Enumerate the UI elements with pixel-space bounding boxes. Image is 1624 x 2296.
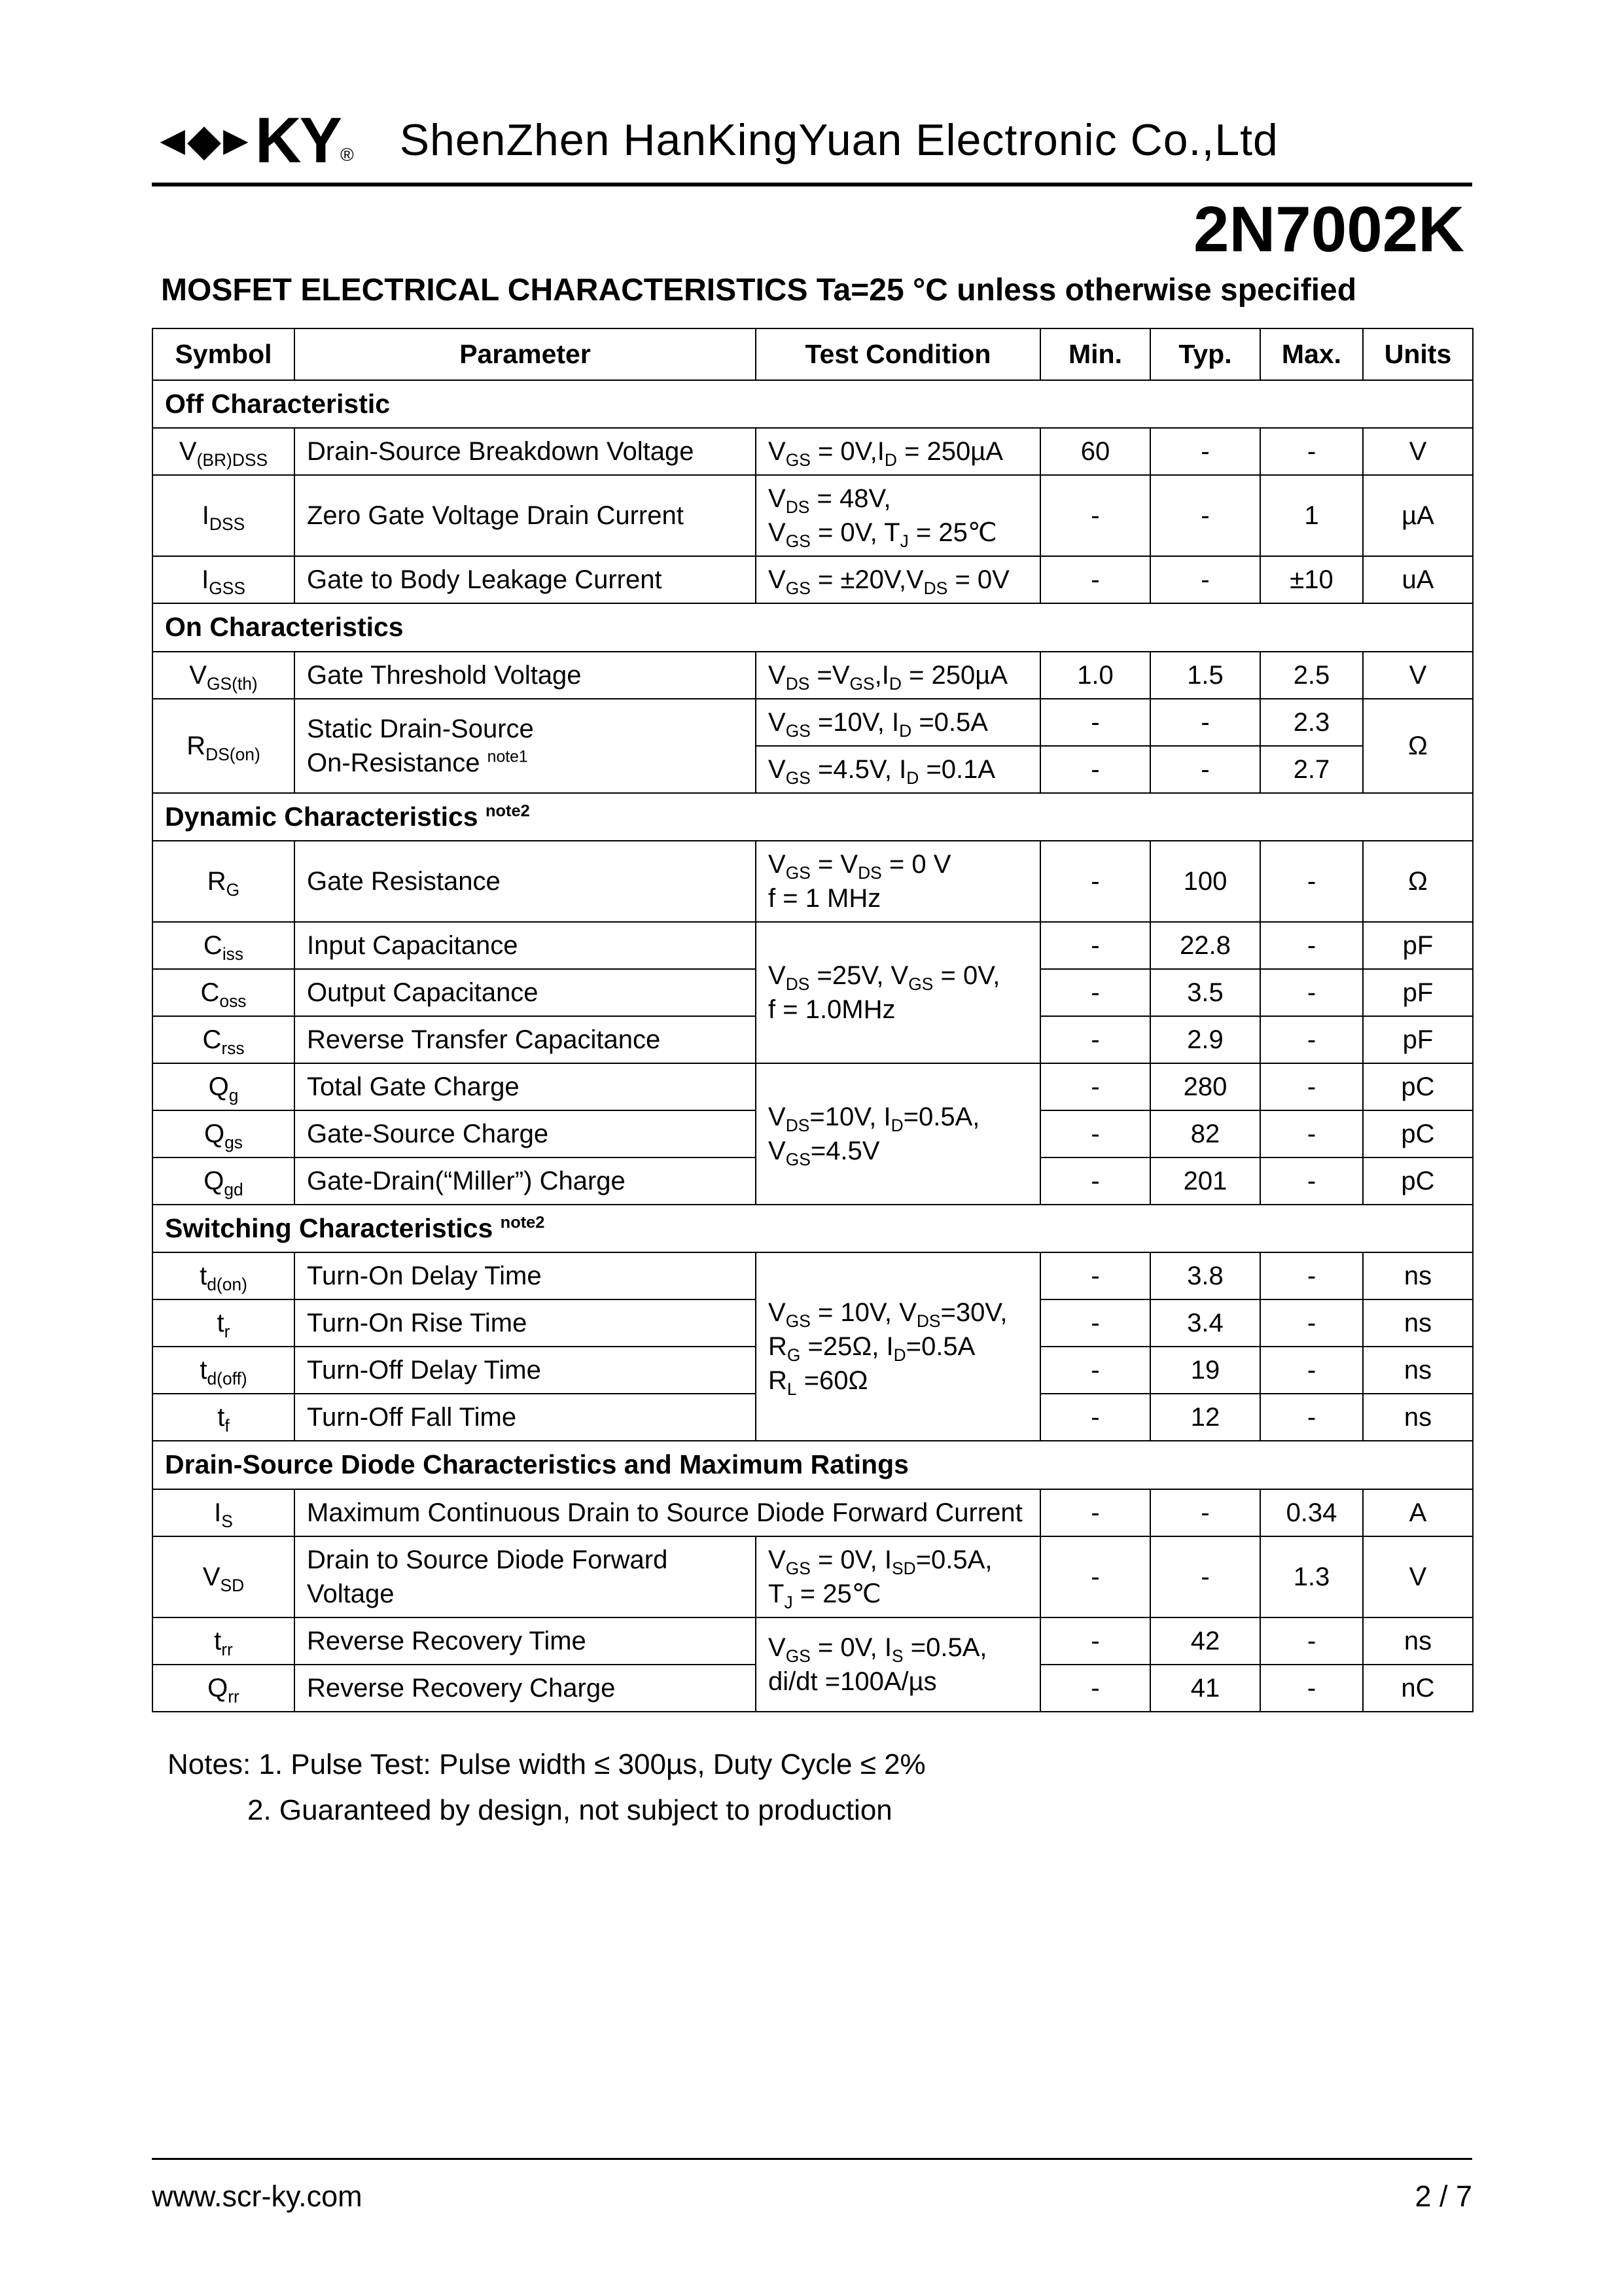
section-header: Dynamic Characteristics $^{note2}$ bbox=[152, 793, 1473, 841]
test-condition-cell: $V_{GS} = 0V$, $I_S =0.5A$, di/dt =100A/µs bbox=[756, 1617, 1040, 1712]
max-cell: - bbox=[1260, 1394, 1363, 1441]
min-cell: - bbox=[1040, 841, 1150, 922]
max-cell: - bbox=[1260, 1299, 1363, 1347]
typ-cell: - bbox=[1150, 556, 1260, 603]
typ-cell: 1.5 bbox=[1150, 652, 1260, 699]
section-header: Switching Characteristics $^{note2}$ bbox=[152, 1205, 1473, 1252]
parameter-cell: Drain-Source Breakdown Voltage bbox=[294, 428, 756, 475]
units-cell: pC bbox=[1363, 1110, 1473, 1157]
table-row-vgsth bbox=[152, 652, 1473, 699]
parameter-cell: Reverse Transfer Capacitance bbox=[294, 1016, 756, 1063]
parameter-cell: Gate-Drain(“Miller”) Charge bbox=[294, 1157, 756, 1205]
parameter-cell: Total Gate Charge bbox=[294, 1063, 756, 1110]
min-cell: - bbox=[1040, 1252, 1150, 1299]
units-cell: V bbox=[1363, 428, 1473, 475]
units-cell: Ω bbox=[1363, 699, 1473, 793]
parameter-cell: Input Capacitance bbox=[294, 922, 756, 969]
units-cell: uA bbox=[1363, 556, 1473, 603]
units-cell: ns bbox=[1363, 1347, 1473, 1394]
min-cell: - bbox=[1040, 1110, 1150, 1157]
typ-cell: 19 bbox=[1150, 1347, 1260, 1394]
parameter-cell: Gate to Body Leakage Current bbox=[294, 556, 756, 603]
test-condition-cell: $V_{GS} =10V$, $I_D =0.5A$ bbox=[756, 699, 1040, 746]
parameter-cell: Gate Threshold Voltage bbox=[294, 652, 756, 699]
test-condition-cell: $V_{DS} =25V$, $V_{GS} = 0V$, f = 1.0MHz bbox=[756, 922, 1040, 1063]
min-cell: - bbox=[1040, 969, 1150, 1016]
section-row-switching-characteristics bbox=[152, 1205, 1473, 1252]
registered-trademark-icon: ® bbox=[340, 145, 354, 165]
max-cell: - bbox=[1260, 1016, 1363, 1063]
max-cell: - bbox=[1260, 922, 1363, 969]
symbol-cell: $Q_{rr}$ bbox=[152, 1665, 294, 1712]
typ-cell: 100 bbox=[1150, 841, 1260, 922]
table-row-tdon bbox=[152, 1252, 1473, 1299]
test-condition-cell: $V_{DS} =V_{GS},I_D = 250\mu A$ bbox=[756, 652, 1040, 699]
note-2: 2. Guaranteed by design, not subject to production bbox=[247, 1793, 892, 1826]
max-cell: 0.34 bbox=[1260, 1489, 1363, 1536]
symbol-cell: $R_G$ bbox=[152, 841, 294, 922]
min-cell: 60 bbox=[1040, 428, 1150, 475]
max-cell: - bbox=[1260, 969, 1363, 1016]
min-cell: - bbox=[1040, 746, 1150, 793]
symbol-cell: $Q_g$ bbox=[152, 1063, 294, 1110]
units-cell: pF bbox=[1363, 922, 1473, 969]
max-cell: - bbox=[1260, 1617, 1363, 1665]
section-row-off-characteristic bbox=[152, 380, 1473, 428]
min-cell: - bbox=[1040, 1536, 1150, 1617]
test-condition-cell: $V_{GS} = V_{DS} = 0$ V f = 1 MHz bbox=[756, 841, 1040, 922]
column-header-test-condition: Test Condition bbox=[756, 328, 1040, 380]
table-row-trr bbox=[152, 1617, 1473, 1665]
parameter-cell: Output Capacitance bbox=[294, 969, 756, 1016]
units-cell: ns bbox=[1363, 1617, 1473, 1665]
units-cell: V bbox=[1363, 1536, 1473, 1617]
part-number-title: 2N7002K bbox=[1193, 193, 1464, 265]
table-row-igss bbox=[152, 556, 1473, 603]
test-condition-cell: $V_{GS} =4.5V$, $I_D =0.1A$ bbox=[756, 746, 1040, 793]
parameter-cell: Turn-Off Delay Time bbox=[294, 1347, 756, 1394]
typ-cell: 41 bbox=[1150, 1665, 1260, 1712]
logo-text: KY bbox=[255, 104, 341, 176]
typ-cell: 201 bbox=[1150, 1157, 1260, 1205]
note-1: Notes: 1. Pulse Test: Pulse width ≤ 300µs, Duty Cycle ≤ 2% bbox=[168, 1748, 926, 1780]
symbol-cell: $t_f$ bbox=[152, 1394, 294, 1441]
max-cell: - bbox=[1260, 1157, 1363, 1205]
section-header: On Characteristics bbox=[152, 603, 1473, 651]
electrical-characteristics-table bbox=[152, 328, 1474, 1712]
max-cell: - bbox=[1260, 1063, 1363, 1110]
typ-cell: 82 bbox=[1150, 1110, 1260, 1157]
section-header: Off Characteristic bbox=[152, 380, 1473, 428]
parameter-cell: Gate-Source Charge bbox=[294, 1110, 756, 1157]
test-condition-cell: $V_{GS} = 0V$, $I_{SD}=0.5A$, $T_J$ = 25℃ bbox=[756, 1536, 1040, 1617]
units-cell: pC bbox=[1363, 1157, 1473, 1205]
max-cell: - bbox=[1260, 841, 1363, 922]
min-cell: - bbox=[1040, 1665, 1150, 1712]
symbol-cell: $t_r$ bbox=[152, 1299, 294, 1347]
test-condition-cell: $V_{DS}=10V$, $I_D=0.5A$, $V_{GS}=4.5V$ bbox=[756, 1063, 1040, 1205]
min-cell: 1.0 bbox=[1040, 652, 1150, 699]
parameter-cell: Turn-Off Fall Time bbox=[294, 1394, 756, 1441]
table-row-idss bbox=[152, 475, 1473, 556]
parameter-cell: Turn-On Delay Time bbox=[294, 1252, 756, 1299]
symbol-cell: $I_{DSS}$ bbox=[152, 475, 294, 556]
max-cell: 2.3 bbox=[1260, 699, 1363, 746]
table-header-row bbox=[152, 328, 1473, 380]
masthead bbox=[152, 104, 1472, 186]
symbol-cell: $I_{GSS}$ bbox=[152, 556, 294, 603]
column-header-max: Max. bbox=[1260, 328, 1363, 380]
symbol-cell: $V_{(BR)DSS}$ bbox=[152, 428, 294, 475]
typ-cell: - bbox=[1150, 1489, 1260, 1536]
test-condition-cell: $V_{GS} = 0V,I_D = 250\mu A$ bbox=[756, 428, 1040, 475]
typ-cell: - bbox=[1150, 428, 1260, 475]
units-cell: pF bbox=[1363, 1016, 1473, 1063]
test-condition-cell: $V_{GS} = \pm 20V,V_{DS} = 0V$ bbox=[756, 556, 1040, 603]
units-cell: pF bbox=[1363, 969, 1473, 1016]
table-row-rdson-1 bbox=[152, 699, 1473, 746]
footer-page-number: 2 / 7 bbox=[1415, 2180, 1472, 2213]
column-header-parameter: Parameter bbox=[294, 328, 756, 380]
table-row-vsd bbox=[152, 1536, 1473, 1617]
max-cell: - bbox=[1260, 428, 1363, 475]
min-cell: - bbox=[1040, 1617, 1150, 1665]
typ-cell: 3.8 bbox=[1150, 1252, 1260, 1299]
min-cell: - bbox=[1040, 922, 1150, 969]
max-cell: 2.7 bbox=[1260, 746, 1363, 793]
min-cell: - bbox=[1040, 475, 1150, 556]
typ-cell: 2.9 bbox=[1150, 1016, 1260, 1063]
parameter-cell: Maximum Continuous Drain to Source Diode Forward Current bbox=[294, 1489, 1040, 1536]
typ-cell: - bbox=[1150, 699, 1260, 746]
symbol-cell: $Q_{gs}$ bbox=[152, 1110, 294, 1157]
table-row-qg bbox=[152, 1063, 1473, 1110]
max-cell: - bbox=[1260, 1665, 1363, 1712]
max-cell: 1 bbox=[1260, 475, 1363, 556]
min-cell: - bbox=[1040, 699, 1150, 746]
min-cell: - bbox=[1040, 1489, 1150, 1536]
page-content bbox=[152, 0, 1472, 1827]
typ-cell: 3.4 bbox=[1150, 1299, 1260, 1347]
units-cell: A bbox=[1363, 1489, 1473, 1536]
table-row-ciss bbox=[152, 922, 1473, 969]
symbol-cell: $t_{d(on)}$ bbox=[152, 1252, 294, 1299]
typ-cell: - bbox=[1150, 475, 1260, 556]
max-cell: - bbox=[1260, 1110, 1363, 1157]
typ-cell: 22.8 bbox=[1150, 922, 1260, 969]
units-cell: ns bbox=[1363, 1252, 1473, 1299]
units-cell: pC bbox=[1363, 1063, 1473, 1110]
units-cell: nC bbox=[1363, 1665, 1473, 1712]
parameter-cell: Drain to Source Diode Forward Voltage bbox=[294, 1536, 756, 1617]
min-cell: - bbox=[1040, 1394, 1150, 1441]
symbol-cell: $C_{rss}$ bbox=[152, 1016, 294, 1063]
table-row-vbrdss bbox=[152, 428, 1473, 475]
units-cell: Ω bbox=[1363, 841, 1473, 922]
section-header: Drain-Source Diode Characteristics and Maximum Ratings bbox=[152, 1441, 1473, 1489]
parameter-cell: Gate Resistance bbox=[294, 841, 756, 922]
symbol-cell: $t_{rr}$ bbox=[152, 1617, 294, 1665]
table-row-rg bbox=[152, 841, 1473, 922]
max-cell: 1.3 bbox=[1260, 1536, 1363, 1617]
parameter-cell: Reverse Recovery Charge bbox=[294, 1665, 756, 1712]
typ-cell: 12 bbox=[1150, 1394, 1260, 1441]
min-cell: - bbox=[1040, 1063, 1150, 1110]
symbol-cell: $t_{d(off)}$ bbox=[152, 1347, 294, 1394]
symbol-cell: $I_S$ bbox=[152, 1489, 294, 1536]
parameter-cell: Reverse Recovery Time bbox=[294, 1617, 756, 1665]
typ-cell: 280 bbox=[1150, 1063, 1260, 1110]
typ-cell: 42 bbox=[1150, 1617, 1260, 1665]
symbol-cell: $R_{DS(on)}$ bbox=[152, 699, 294, 793]
symbol-cell: $V_{GS(th)}$ bbox=[152, 652, 294, 699]
min-cell: - bbox=[1040, 1347, 1150, 1394]
test-condition-cell: $V_{DS} = 48V$, $V_{GS} = 0V$, $T_J$ = 25℃ bbox=[756, 475, 1040, 556]
typ-cell: - bbox=[1150, 746, 1260, 793]
table-row-is bbox=[152, 1489, 1473, 1536]
parameter-cell: Turn-On Rise Time bbox=[294, 1299, 756, 1347]
section-row-diode-characteristics bbox=[152, 1441, 1473, 1489]
logo-diamond-icon: ◄◆► bbox=[152, 116, 251, 164]
column-header-min: Min. bbox=[1040, 328, 1150, 380]
parameter-cell: Zero Gate Voltage Drain Current bbox=[294, 475, 756, 556]
column-header-symbol: Symbol bbox=[152, 328, 294, 380]
notes-block bbox=[152, 1748, 1472, 1827]
max-cell: 2.5 bbox=[1260, 652, 1363, 699]
units-cell: V bbox=[1363, 652, 1473, 699]
column-header-typ: Typ. bbox=[1150, 328, 1260, 380]
test-condition-cell: $V_{GS} = 10V$, $V_{DS}=30V$, $R_G =25\Omega$, $I_D=0.5A$ $R_L =60\Omega$ bbox=[756, 1252, 1040, 1441]
footer-website: www.scr-ky.com bbox=[152, 2180, 362, 2213]
typ-cell: 3.5 bbox=[1150, 969, 1260, 1016]
company-logo bbox=[152, 104, 354, 176]
symbol-cell: $V_{SD}$ bbox=[152, 1536, 294, 1617]
max-cell: ±10 bbox=[1260, 556, 1363, 603]
symbol-cell: $C_{oss}$ bbox=[152, 969, 294, 1016]
min-cell: - bbox=[1040, 556, 1150, 603]
max-cell: - bbox=[1260, 1252, 1363, 1299]
company-name: ShenZhen HanKingYuan Electronic Co.,Ltd bbox=[399, 115, 1279, 165]
min-cell: - bbox=[1040, 1299, 1150, 1347]
units-cell: µA bbox=[1363, 475, 1473, 556]
max-cell: - bbox=[1260, 1347, 1363, 1394]
page-footer bbox=[152, 2158, 1472, 2214]
typ-cell: - bbox=[1150, 1536, 1260, 1617]
units-cell: ns bbox=[1363, 1299, 1473, 1347]
section-row-dynamic-characteristics bbox=[152, 793, 1473, 841]
units-cell: ns bbox=[1363, 1394, 1473, 1441]
table-title: MOSFET ELECTRICAL CHARACTERISTICS Ta=25 °C unless otherwise specified bbox=[161, 272, 1357, 308]
section-row-on-characteristics bbox=[152, 603, 1473, 651]
min-cell: - bbox=[1040, 1157, 1150, 1205]
parameter-cell: Static Drain-Source On-Resistance $^{note1}$ bbox=[294, 699, 756, 793]
symbol-cell: $Q_{gd}$ bbox=[152, 1157, 294, 1205]
column-header-units: Units bbox=[1363, 328, 1473, 380]
min-cell: - bbox=[1040, 1016, 1150, 1063]
symbol-cell: $C_{iss}$ bbox=[152, 922, 294, 969]
